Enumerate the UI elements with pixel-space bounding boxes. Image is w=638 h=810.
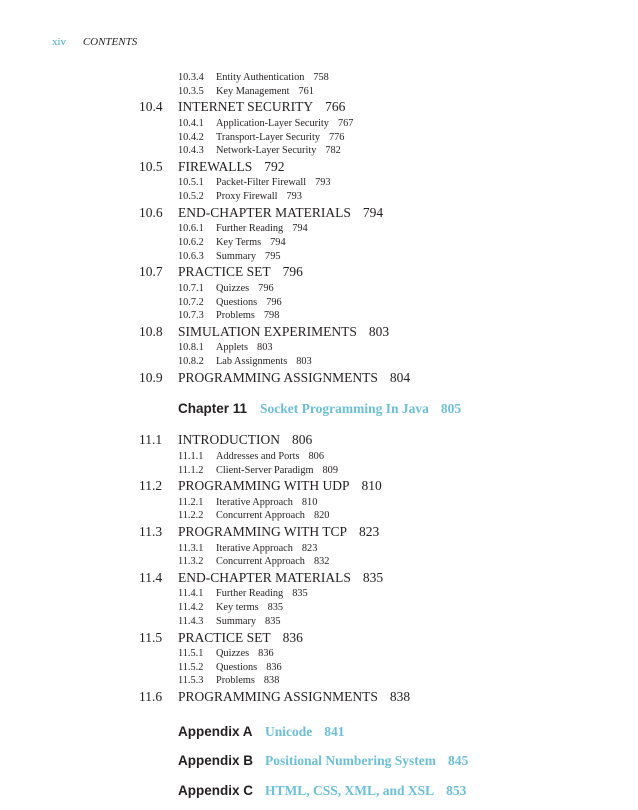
toc-subsection — [0, 542, 638, 556]
entry-page: 810 — [361, 478, 382, 494]
entry-title — [216, 509, 329, 523]
entry-title — [216, 587, 308, 601]
entry-number: 11.2.1 — [178, 496, 204, 508]
appendix-b-heading — [0, 751, 638, 771]
entry-page: 794 — [362, 204, 384, 220]
entry-title — [178, 263, 303, 282]
entry-number: 11.5.2 — [178, 661, 204, 673]
toc-subsection — [0, 647, 638, 661]
entry-number: 11.5.3 — [178, 675, 204, 687]
entry-title — [216, 355, 312, 369]
entry-text: Client-Server Paradigm — [216, 464, 314, 476]
entry-number: 11.5.1 — [178, 648, 204, 659]
toc-subsection — [0, 71, 638, 85]
toc-subsection — [0, 131, 638, 145]
entry-text: PRACTICE SET — [178, 629, 271, 645]
appendix-label: Appendix A — [178, 723, 253, 739]
entry-title — [216, 615, 281, 629]
toc-section — [0, 263, 638, 282]
toc-section — [0, 629, 638, 648]
entry-text: END-CHAPTER MATERIALS — [178, 569, 351, 585]
entry-number: 11.2 — [139, 478, 163, 494]
entry-text: Application-Layer Security — [216, 117, 329, 129]
entry-page: 838 — [389, 689, 411, 705]
entry-page: 796 — [282, 264, 303, 280]
entry-text: Entity Authentication — [216, 72, 305, 83]
entry-title — [216, 71, 329, 85]
entry-number: 11.1.2 — [178, 464, 204, 476]
entry-number: 10.8 — [139, 323, 163, 339]
entry-text: PRACTICE SET — [178, 264, 271, 280]
entry-title — [178, 204, 383, 223]
entry-number: 11.3.1 — [178, 542, 204, 554]
entry-title — [216, 282, 274, 296]
entry-page: 823 — [359, 524, 380, 540]
entry-text: Summary — [216, 250, 257, 262]
entry-text: Lab Assignments — [216, 356, 288, 368]
appendix-page: 853 — [446, 782, 467, 798]
entry-number: 11.2.2 — [178, 510, 204, 522]
entry-text: Further Reading — [216, 588, 284, 600]
entry-title — [216, 496, 317, 510]
entry-text: Quizzes — [216, 282, 250, 294]
table-of-contents — [0, 71, 638, 810]
entry-title — [216, 647, 274, 661]
toc-subsection — [0, 509, 638, 523]
entry-number: 11.4.2 — [178, 602, 204, 614]
entry-text: Key terms — [216, 602, 259, 614]
entry-text: PROGRAMMING WITH UDP — [178, 478, 350, 494]
toc-subsection — [0, 222, 638, 236]
toc-subsection — [0, 144, 638, 158]
entry-text: Concurrent Approach — [216, 510, 305, 522]
entry-number: 10.3.4 — [178, 72, 204, 83]
appendix-label: Appendix B — [178, 753, 254, 769]
entry-page: 836 — [258, 648, 274, 659]
toc-section — [0, 98, 638, 117]
entry-title — [178, 369, 410, 388]
entry-number: 10.8.2 — [178, 356, 204, 368]
entry-title — [216, 450, 324, 464]
appendix-c-heading — [0, 781, 638, 801]
toc-subsection — [0, 661, 638, 675]
entry-number: 10.7.2 — [178, 296, 204, 308]
entry-number: 11.3.2 — [178, 556, 204, 568]
toc-section — [0, 688, 638, 707]
entry-number: 10.6 — [139, 204, 163, 220]
entry-title — [216, 341, 273, 355]
entry-text: END-CHAPTER MATERIALS — [178, 204, 351, 220]
entry-text: Packet-Filter Firewall — [216, 177, 307, 189]
entry-title — [216, 144, 341, 158]
appendix-label: Appendix C — [178, 782, 254, 798]
toc-subsection — [0, 250, 638, 264]
entry-page: 803 — [296, 356, 312, 368]
appendix-title: HTML, CSS, XML, and XSL 853 — [265, 782, 467, 798]
toc-section — [0, 477, 638, 496]
entry-number: 11.4.1 — [178, 588, 204, 600]
entry-page: 835 — [265, 615, 281, 627]
header-title: CONTENTS — [82, 36, 138, 48]
entry-number: 10.4.2 — [178, 131, 204, 143]
entry-title — [216, 236, 286, 250]
toc-subsection — [0, 309, 638, 323]
entry-title — [178, 431, 312, 450]
entry-title — [178, 629, 303, 648]
entry-page: 766 — [325, 99, 346, 115]
entry-page: 761 — [298, 85, 314, 97]
entry-page: 804 — [389, 369, 411, 385]
entry-text: INTRODUCTION — [178, 432, 280, 448]
appendix-a-heading — [0, 722, 638, 742]
header-page-number: xiv — [52, 36, 67, 48]
toc-section — [0, 204, 638, 223]
entry-number: 10.8.1 — [178, 342, 204, 354]
entry-text: PROGRAMMING ASSIGNMENTS — [178, 689, 378, 705]
entry-page: 796 — [266, 296, 282, 308]
entry-number: 10.3.5 — [178, 85, 204, 97]
entry-page: 767 — [337, 117, 354, 129]
entry-title — [216, 176, 331, 190]
entry-page: 806 — [308, 450, 324, 462]
toc-subsection — [0, 236, 638, 250]
entry-page: 838 — [263, 675, 280, 687]
toc-section — [0, 523, 638, 542]
entry-number: 11.6 — [139, 689, 163, 705]
entry-title — [216, 542, 317, 556]
entry-text: FIREWALLS — [178, 158, 253, 174]
entry-text: Quizzes — [216, 648, 250, 659]
entry-number: 10.7 — [139, 264, 163, 280]
chapter-label: Chapter 11 — [178, 401, 248, 417]
appendix-title: Unicode 841 — [265, 723, 345, 739]
entry-number: 10.6.1 — [178, 223, 204, 235]
entry-title — [216, 309, 279, 323]
entry-page: 793 — [315, 177, 331, 189]
entry-text: Proxy Firewall — [216, 191, 278, 203]
entry-number: 11.5 — [139, 629, 163, 645]
toc-subsection — [0, 190, 638, 204]
entry-text: Transport-Layer Security — [216, 131, 320, 143]
entry-number: 10.4 — [139, 99, 163, 115]
toc-section — [0, 323, 638, 342]
entry-title — [178, 688, 410, 707]
chapter-title: Socket Programming In Java 805 — [260, 401, 462, 417]
entry-number: 10.9 — [139, 369, 163, 385]
toc-chapter-11-entries — [0, 431, 638, 706]
entry-page: 820 — [313, 510, 330, 522]
entry-text: Network-Layer Security — [216, 145, 317, 157]
toc-section — [0, 158, 638, 177]
entry-title — [178, 158, 285, 177]
entry-title — [216, 250, 281, 264]
entry-page: 835 — [267, 602, 284, 614]
toc-section — [0, 369, 638, 388]
toc-subsection — [0, 450, 638, 464]
entry-text: Summary — [216, 615, 257, 627]
entry-title — [216, 661, 282, 675]
entry-text: Problems — [216, 310, 255, 322]
appendix-page: 841 — [324, 723, 345, 739]
entry-page: 809 — [322, 464, 338, 476]
entry-page: 803 — [257, 342, 273, 354]
entry-page: 793 — [286, 191, 302, 203]
toc-subsection — [0, 587, 638, 601]
toc-subsection — [0, 355, 638, 369]
appendix-title: Positional Numbering System 845 — [265, 753, 469, 769]
entry-number: 10.5.1 — [178, 177, 204, 189]
entry-page: 798 — [263, 310, 280, 322]
entry-number: 10.4.3 — [178, 145, 204, 157]
toc-subsection — [0, 341, 638, 355]
entry-text: Key Management — [216, 85, 290, 97]
entry-text: Key Terms — [216, 237, 262, 248]
entry-number: 11.3 — [139, 524, 163, 540]
toc-section — [0, 431, 638, 450]
entry-page: 758 — [313, 72, 329, 83]
entry-page: 792 — [264, 158, 285, 174]
entry-text: Questions — [216, 661, 258, 673]
toc-subsection — [0, 496, 638, 510]
entry-page: 835 — [292, 588, 308, 600]
entry-title — [178, 98, 345, 117]
toc-subsection — [0, 601, 638, 615]
entry-page: 782 — [325, 145, 341, 157]
entry-title — [178, 523, 379, 542]
toc-subsection — [0, 615, 638, 629]
entry-text: INTERNET SECURITY — [178, 99, 314, 115]
entry-text: Iterative Approach — [216, 496, 293, 508]
entry-number: 10.5 — [139, 158, 163, 174]
toc-subsection — [0, 464, 638, 478]
entry-text: Concurrent Approach — [216, 556, 305, 568]
entry-page: 806 — [292, 432, 313, 448]
entry-title — [216, 555, 329, 569]
entry-page: 796 — [258, 282, 274, 294]
entry-page: 795 — [265, 250, 281, 262]
entry-number: 10.7.1 — [178, 282, 204, 294]
chapter-heading — [0, 399, 638, 419]
entry-title — [216, 601, 283, 615]
entry-number: 10.4.1 — [178, 117, 204, 129]
entry-title — [216, 674, 279, 688]
entry-page: 835 — [362, 569, 384, 585]
entry-page: 832 — [313, 556, 330, 568]
entry-number: 10.6.2 — [178, 237, 204, 248]
entry-title — [216, 85, 314, 99]
entry-number: 10.6.3 — [178, 250, 204, 262]
entry-page: 794 — [270, 237, 286, 248]
entry-number: 11.1.1 — [178, 450, 204, 462]
entry-page: 836 — [266, 661, 282, 673]
entry-number: 11.1 — [139, 432, 163, 448]
entry-title — [178, 477, 382, 496]
toc-subsection — [0, 555, 638, 569]
entry-page: 810 — [301, 496, 318, 508]
entry-number: 10.7.3 — [178, 310, 204, 322]
toc-subsection — [0, 296, 638, 310]
toc-subsection — [0, 85, 638, 99]
entry-text: Problems — [216, 675, 255, 687]
toc-subsection — [0, 117, 638, 131]
entry-title — [216, 117, 353, 131]
entry-page: 776 — [329, 131, 345, 143]
entry-number: 11.4.3 — [178, 615, 204, 627]
entry-text: SIMULATION EXPERIMENTS — [178, 323, 357, 339]
entry-page: 803 — [368, 323, 390, 339]
toc-section — [0, 569, 638, 588]
entry-text: PROGRAMMING WITH TCP — [178, 524, 348, 540]
toc-subsection — [0, 282, 638, 296]
entry-text: Iterative Approach — [216, 542, 293, 554]
entry-page: 794 — [292, 223, 308, 235]
entry-text: Questions — [216, 296, 258, 308]
entry-title — [216, 131, 344, 145]
entry-text: PROGRAMMING ASSIGNMENTS — [178, 369, 378, 385]
entry-number: 10.5.2 — [178, 191, 204, 203]
appendix-page: 845 — [448, 753, 469, 769]
entry-page: 823 — [301, 542, 318, 554]
entry-title — [216, 190, 302, 204]
entry-title — [216, 222, 308, 236]
entry-title — [216, 296, 282, 310]
entry-text: Applets — [216, 342, 249, 354]
entry-text: Addresses and Ports — [216, 450, 300, 462]
entry-title — [178, 569, 383, 588]
entry-number: 11.4 — [139, 569, 163, 585]
entry-page: 836 — [282, 629, 303, 645]
toc-subsection — [0, 674, 638, 688]
entry-text: Further Reading — [216, 223, 284, 235]
entry-title — [216, 464, 338, 478]
toc-subsection — [0, 176, 638, 190]
entry-title — [178, 323, 389, 342]
toc-chapter-10-entries — [0, 71, 638, 387]
chapter-page: 805 — [440, 401, 462, 417]
running-header — [52, 36, 137, 48]
